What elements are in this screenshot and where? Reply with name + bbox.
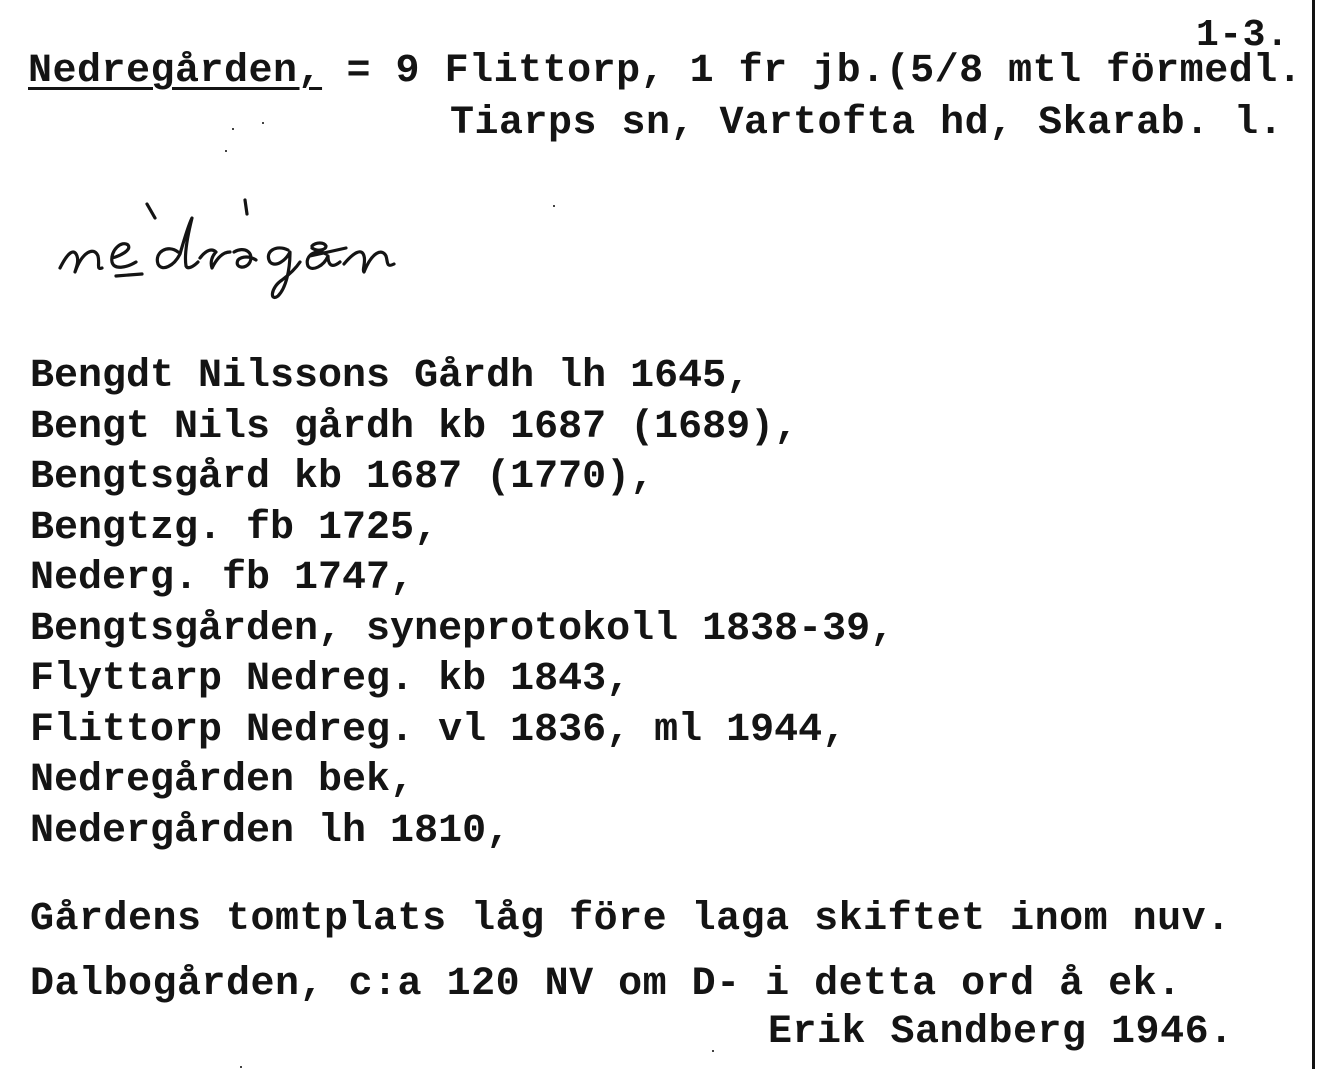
name-form-item: Nedergården lh 1810, [30,808,511,854]
signature: Erik Sandberg 1946. [768,1010,1234,1055]
card-right-edge [1312,0,1315,1069]
name-form-item: Flittorp Nedreg. vl 1836, ml 1944, [30,707,847,753]
note-line-1: Gårdens tomtplats låg före laga skiftet inom nuv. [30,897,1231,942]
name-form-item: Nedregården bek, [30,758,415,803]
name-form-item: Bengtsgård kb 1687 (1770), [30,455,655,500]
scan-speck [232,128,234,130]
name-form-item: Bengtzg. fb 1725, [30,505,439,551]
scan-speck [712,1050,714,1052]
scan-speck [262,122,264,124]
heading-details: = 9 Flittorp, 1 fr jb.(5/8 mtl förmedl. [322,49,1303,94]
card-heading [28,49,1303,94]
card-reference-number: 1-3. [1196,14,1290,57]
parish-line: Tiarps sn, Vartofta hd, Skarab. l. [450,101,1284,146]
name-form-item: Bengtsgården, syneprotokoll 1838-39, [30,606,895,652]
name-form-item: Nederg. fb 1747, [30,556,415,601]
note-line-2: Dalbogården, c:a 120 NV om D- i detta ord å ek. [30,962,1182,1007]
name-forms-list [30,352,894,857]
scan-speck [225,150,227,152]
name-form-item: Bengdt Nilssons Gårdh lh 1645, [30,354,751,399]
scan-speck [553,205,555,207]
scan-speck [240,1066,242,1068]
handwritten-pronunciation [50,190,500,310]
name-form-item: Flyttarp Nedreg. kb 1843, [30,657,631,702]
name-form-item: Bengt Nils gårdh kb 1687 (1689), [30,404,799,450]
place-name-title: Nedregården, [28,49,323,94]
